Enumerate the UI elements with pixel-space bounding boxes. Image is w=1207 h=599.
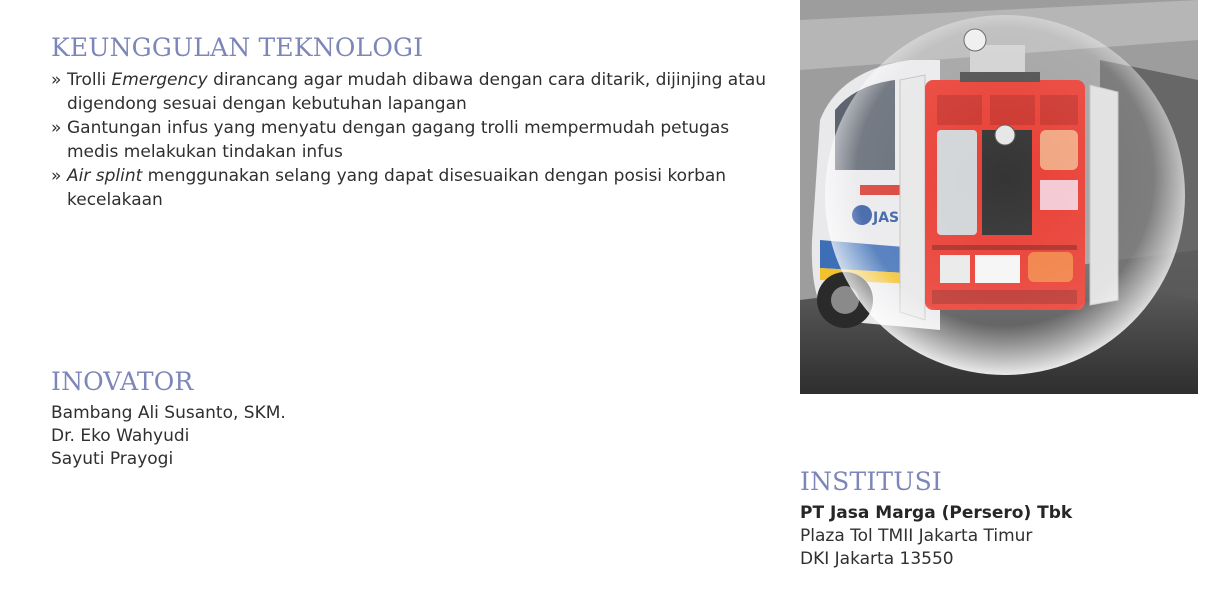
item-text: Trolli <box>67 70 112 90</box>
institusi-address-line: DKI Jakarta 13550 <box>800 549 954 569</box>
institusi-heading: INSTITUSI <box>800 467 942 496</box>
inovator-list <box>51 402 286 471</box>
technology-list <box>51 68 771 212</box>
item-text: dirancang agar mudah dibawa dengan cara ditarik, dijinjing atau digendong sesuai dengan kebutuhan lapangan <box>67 70 767 114</box>
ambulance-trolley-photo <box>800 0 1198 394</box>
inovator-name: Sayuti Prayogi <box>51 449 174 469</box>
bullet-marker: » <box>51 118 62 138</box>
list-item <box>51 116 771 164</box>
institusi-address-line: Plaza Tol TMII Jakarta Timur <box>800 526 1033 546</box>
item-text: menggunakan selang yang dapat disesuaikan dengan posisi korban kecelakaan <box>67 166 727 210</box>
technology-heading: KEUNGGULAN TEKNOLOGI <box>51 33 424 62</box>
inovator-name: Bambang Ali Susanto, SKM. <box>51 403 286 423</box>
item-emphasis: Emergency <box>111 70 208 90</box>
item-emphasis: Air splint <box>67 166 143 186</box>
inovator-heading: INOVATOR <box>51 367 194 396</box>
bullet-marker: » <box>51 70 62 90</box>
inovator-name: Dr. Eko Wahyudi <box>51 426 190 446</box>
list-item <box>51 68 771 116</box>
institusi-block <box>800 502 1072 571</box>
ambulance-illustration <box>800 0 1198 394</box>
bullet-marker: » <box>51 166 62 186</box>
institusi-name: PT Jasa Marga (Persero) Tbk <box>800 503 1073 523</box>
item-text: Gantungan infus yang menyatu dengan gagang trolli mempermudah petugas medis melakukan tindakan infus <box>67 118 730 162</box>
list-item <box>51 164 771 212</box>
